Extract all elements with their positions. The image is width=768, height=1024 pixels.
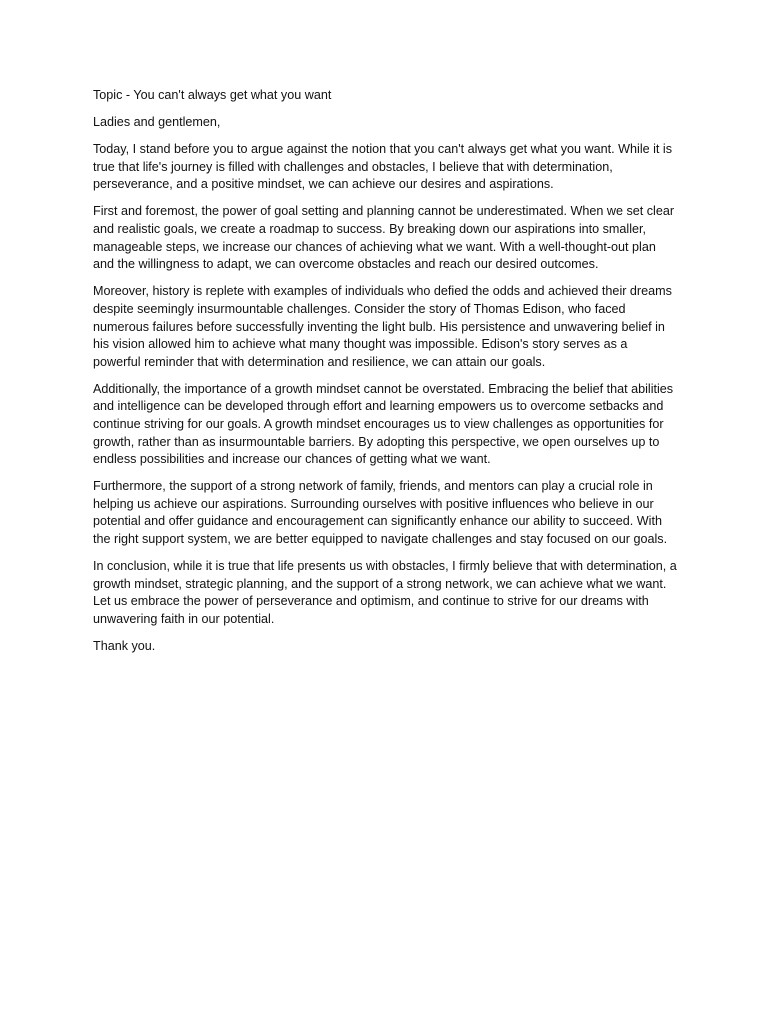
topic-line: Topic - You can't always get what you want bbox=[93, 88, 332, 102]
paragraph-growth-mindset: Additionally, the importance of a growth mindset cannot be overstated. Embracing the belief that abilities and intelligence can be developed through effort and learning empowers us to overcome setbacks and continue striving for our goals. A growth mindset encourages us to view challenges as opportunities for growth, rather than as insurmountable barriers. By adopting this perspective, we open ourselves up to endless possibilities and increase our chances of getting what we want. bbox=[93, 381, 674, 467]
paragraph-conclusion: In conclusion, while it is true that life presents us with obstacles, I firmly believe that with determination, a growth mindset, strategic planning, and the support of a strong network, we can achieve what we want. Let us embrace the power of perseverance and optimism, and continue to strive for our dreams with unwavering faith in our potential. bbox=[93, 559, 677, 626]
salutation: Ladies and gentlemen, bbox=[93, 115, 221, 130]
paragraph-history-examples: Moreover, history is replete with examples of individuals who defied the odds and achieved their dreams despite seemingly insurmountable challenges. Consider the story of Thomas Edison, who faced numerous failures before successfully inventing the light bulb. His persistence and unwavering belief in his vision allowed him to achieve what many thought was impossible. Edison's story serves as a powerful reminder that with determination and resilience, we can attain our goals. bbox=[93, 284, 672, 369]
speech-body bbox=[93, 87, 678, 665]
paragraph-intro: Today, I stand before you to argue against the notion that you can't always get what you want. While it is true that life's journey is filled with challenges and obstacles, I believe that with determination, perseverance, and a positive mindset, we can achieve our desires and aspirations. bbox=[93, 142, 673, 192]
paragraph-goal-setting: First and foremost, the power of goal setting and planning cannot be underestimated. When we set clear and realistic goals, we create a roadmap to success. By breaking down our aspirations into smaller, manageable steps, we increase our chances of achieving what we want. With a well-thought-out plan and the willingness to adapt, we can overcome obstacles and reach our desired outcomes. bbox=[93, 204, 675, 272]
paragraph-support-network: Furthermore, the support of a strong network of family, friends, and mentors can play a crucial role in helping us achieve our aspirations. Surrounding ourselves with positive influences who believe in our potential and offer guidance and encouragement can significantly enhance our ability to succeed. With the right support system, we are better equipped to navigate challenges and stay focused on our goals. bbox=[93, 479, 668, 547]
closing-line: Thank you. bbox=[93, 639, 156, 654]
